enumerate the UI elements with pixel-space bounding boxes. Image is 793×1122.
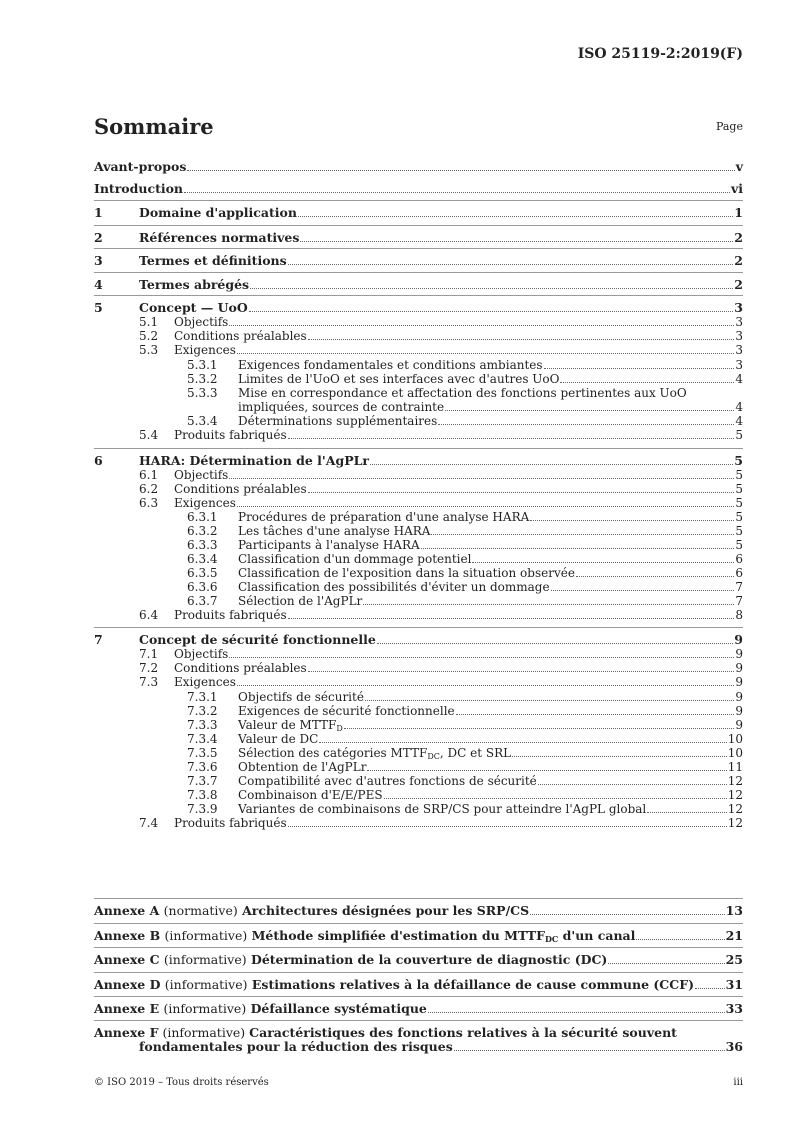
toc-entry[interactable] bbox=[94, 400, 743, 414]
toc-entry-title-text: Sélection des catégories MTTF bbox=[238, 746, 428, 760]
dot-leader bbox=[237, 353, 735, 354]
toc-entry-subscript: D bbox=[336, 724, 343, 733]
toc-entry-title: Exigences bbox=[174, 496, 236, 510]
toc-entry-title: Objectifs bbox=[174, 647, 229, 661]
toc-entry-title: Produits fabriqués bbox=[174, 816, 287, 830]
toc-entry-number: 7.3.6 bbox=[187, 760, 218, 774]
dot-leader bbox=[229, 325, 734, 326]
toc-entry-title-line1: Mise en correspondance et affectation des fonctions pertinentes aux UoO bbox=[238, 386, 687, 400]
annex-title-line2: fondamentales pour la réduction des risques bbox=[139, 1039, 453, 1054]
toc-entry-title: Domaine d'application bbox=[139, 205, 297, 220]
dot-leader bbox=[377, 643, 733, 644]
dot-leader bbox=[695, 988, 725, 989]
toc-entry-number: 7.3.2 bbox=[187, 704, 218, 718]
toc-entry-title: Valeur de DC bbox=[238, 732, 319, 746]
toc-entry-number: 3 bbox=[94, 253, 103, 268]
toc-entry[interactable] bbox=[94, 524, 743, 538]
dot-leader bbox=[300, 241, 733, 242]
annex-type: (informative) bbox=[164, 977, 248, 992]
toc-entry-title: Termes et définitions bbox=[139, 253, 287, 268]
toc-entry-title: Participants à l'analyse HARA bbox=[238, 538, 420, 552]
toc-entry-title: Obtention de l'AgPLr bbox=[238, 760, 367, 774]
annex-entry[interactable] bbox=[94, 978, 743, 992]
dot-leader bbox=[431, 534, 734, 535]
dot-leader bbox=[472, 562, 734, 563]
toc-entry-number: 6.3 bbox=[139, 496, 159, 510]
toc-entry[interactable] bbox=[94, 510, 743, 524]
dot-leader bbox=[308, 339, 735, 340]
dot-leader bbox=[454, 1050, 725, 1051]
toc-entry[interactable] bbox=[94, 580, 743, 594]
toc-entry-number: 7.4 bbox=[139, 816, 159, 830]
annex-title: Caractéristiques des fonctions relatives à la sécurité souvent bbox=[249, 1025, 677, 1040]
toc-entry-number: 7.3.1 bbox=[187, 690, 218, 704]
toc-entry-title: Procédures de préparation d'une analyse HARA bbox=[238, 510, 530, 524]
toc-entry-number: 6.2 bbox=[139, 482, 159, 496]
annex-title: Estimations relatives à la défaillance de cause commune (CCF) bbox=[251, 977, 694, 992]
dot-leader bbox=[647, 812, 726, 813]
section-separator bbox=[94, 200, 743, 201]
toc-entry-page: 2 bbox=[734, 253, 743, 268]
toc-entry-number: 6.3.3 bbox=[187, 538, 218, 552]
toc-entry-page: 3 bbox=[735, 343, 743, 357]
toc-entry-number: 5 bbox=[94, 300, 103, 315]
annex-label: Annexe E bbox=[94, 1001, 160, 1016]
dot-leader bbox=[187, 170, 734, 171]
toc-entry-page: 9 bbox=[734, 632, 743, 647]
dot-leader bbox=[249, 311, 734, 312]
toc-entry-page: 9 bbox=[735, 690, 743, 704]
section-separator bbox=[94, 627, 743, 628]
toc-entry-page: 4 bbox=[735, 400, 743, 414]
toc-entry-title: Concept de sécurité fonctionnelle bbox=[139, 632, 376, 647]
toc-entry[interactable] bbox=[94, 647, 743, 661]
toc-entry-title: Conditions préalables bbox=[174, 329, 307, 343]
toc-entry[interactable] bbox=[94, 278, 743, 292]
toc-entry-page: 12 bbox=[727, 802, 743, 816]
dot-leader bbox=[184, 192, 730, 193]
toc-entry-page: 6 bbox=[735, 566, 743, 580]
toc-entry-title: Objectifs de sécurité bbox=[238, 690, 364, 704]
toc-entry-number: 7.3 bbox=[139, 675, 159, 689]
dot-leader bbox=[370, 464, 733, 465]
toc-entry-page: 5 bbox=[735, 510, 743, 524]
section-separator bbox=[94, 947, 743, 948]
toc-entry-title: Déterminations supplémentaires bbox=[238, 414, 438, 428]
dot-leader bbox=[421, 548, 735, 549]
section-separator bbox=[94, 225, 743, 226]
toc-entry[interactable] bbox=[94, 315, 743, 329]
page-column-label: Page bbox=[715, 120, 743, 133]
toc-entry-title: Objectifs bbox=[174, 315, 229, 329]
toc-entry[interactable] bbox=[94, 732, 743, 746]
dot-leader bbox=[288, 264, 734, 265]
dot-leader bbox=[308, 671, 735, 672]
toc-entry-page: 3 bbox=[735, 329, 743, 343]
section-separator bbox=[94, 448, 743, 449]
toc-entry-title bbox=[238, 718, 343, 732]
page-number: iii bbox=[733, 1077, 743, 1088]
dot-leader bbox=[229, 657, 734, 658]
section-separator bbox=[94, 972, 743, 973]
toc-entry-page: 1 bbox=[734, 205, 743, 220]
dot-leader bbox=[250, 288, 733, 289]
toc-entry[interactable] bbox=[94, 254, 743, 268]
toc-entry[interactable] bbox=[94, 774, 743, 788]
annex-entry[interactable] bbox=[94, 1002, 743, 1016]
annex-subscript: DC bbox=[544, 934, 559, 944]
toc-entry[interactable] bbox=[94, 718, 743, 732]
toc-entry-number: 7.1 bbox=[139, 647, 159, 661]
toc-entry[interactable] bbox=[94, 182, 743, 196]
dot-leader bbox=[576, 576, 734, 577]
toc-entry-title: Exigences de sécurité fonctionnelle bbox=[238, 704, 455, 718]
toc-entry-title: Avant-propos bbox=[94, 159, 187, 174]
annex-title: Détermination de la couverture de diagnostic (DC) bbox=[250, 952, 608, 967]
toc-entry-title: Produits fabriqués bbox=[174, 428, 287, 442]
toc-entry[interactable] bbox=[94, 482, 743, 496]
dot-leader bbox=[551, 590, 735, 591]
toc-entry[interactable] bbox=[94, 802, 743, 816]
toc-entry-title: Compatibilité avec d'autres fonctions de sécurité bbox=[238, 774, 537, 788]
toc-entry[interactable] bbox=[94, 788, 743, 802]
toc-entry[interactable] bbox=[94, 372, 743, 386]
toc-entry-subscript: DC bbox=[427, 752, 440, 761]
toc-entry[interactable] bbox=[94, 358, 743, 372]
toc-entry-page: 5 bbox=[735, 428, 743, 442]
toc-entry[interactable] bbox=[94, 594, 743, 608]
toc-entry-page: 5 bbox=[735, 468, 743, 482]
toc-entry-page: v bbox=[735, 159, 743, 174]
annex-text bbox=[94, 1002, 427, 1016]
annex-page: 13 bbox=[725, 903, 743, 918]
annex-title: Défaillance systématique bbox=[250, 1001, 427, 1016]
dot-leader bbox=[538, 784, 727, 785]
toc-entry-page: 5 bbox=[734, 453, 743, 468]
toc-entry-number: 6.3.1 bbox=[187, 510, 218, 524]
dot-leader bbox=[456, 714, 735, 715]
toc-entry-page: 3 bbox=[735, 315, 743, 329]
section-separator bbox=[94, 295, 743, 296]
toc-entry-title: Classification de l'exposition dans la situation observée bbox=[238, 566, 575, 580]
toc-entry[interactable] bbox=[94, 454, 743, 468]
toc-entry-page: 9 bbox=[735, 718, 743, 732]
section-separator bbox=[94, 272, 743, 273]
toc-entry-page: 5 bbox=[735, 496, 743, 510]
toc-entry-number: 7.3.9 bbox=[187, 802, 218, 816]
annex-label: Annexe C bbox=[94, 952, 160, 967]
dot-leader bbox=[298, 216, 733, 217]
toc-entry-number: 5.1 bbox=[139, 315, 159, 329]
toc-entry-page: 12 bbox=[727, 816, 743, 830]
page-title: Sommaire bbox=[94, 114, 214, 139]
toc-entry-number: 4 bbox=[94, 277, 103, 292]
toc-entry-page: 8 bbox=[735, 608, 743, 622]
dot-leader bbox=[530, 914, 724, 915]
toc-entry-title: Limites de l'UoO et ses interfaces avec d'autres UoO bbox=[238, 372, 560, 386]
toc-entry-number: 7.3.4 bbox=[187, 732, 218, 746]
dot-leader bbox=[544, 368, 735, 369]
annex-page: 31 bbox=[725, 977, 743, 992]
dot-leader bbox=[288, 826, 727, 827]
dot-leader bbox=[445, 410, 734, 411]
annex-page: 21 bbox=[725, 928, 743, 943]
toc-entry-page: 4 bbox=[735, 372, 743, 386]
toc-entry-page: 3 bbox=[735, 358, 743, 372]
toc-entry-title: Classification des possibilités d'éviter un dommage bbox=[238, 580, 550, 594]
toc-entry[interactable] bbox=[94, 633, 743, 647]
toc-entry-page: 9 bbox=[735, 647, 743, 661]
toc-entry-number: 2 bbox=[94, 230, 103, 245]
toc-entry-title: Concept — UoO bbox=[139, 300, 248, 315]
toc-entry-page: 4 bbox=[735, 414, 743, 428]
toc-entry-title: HARA: Détermination de l'AgPLr bbox=[139, 453, 369, 468]
toc-entry-title: Conditions préalables bbox=[174, 661, 307, 675]
toc-entry-number: 6.3.7 bbox=[187, 594, 218, 608]
toc-entry-title-text: Valeur de MTTF bbox=[238, 718, 337, 732]
annex-text bbox=[94, 929, 635, 943]
toc-entry[interactable] bbox=[94, 608, 743, 622]
toc-entry[interactable] bbox=[94, 496, 743, 510]
toc-entry[interactable] bbox=[94, 675, 743, 689]
toc-entry-number: 6.3.6 bbox=[187, 580, 218, 594]
dot-leader bbox=[229, 478, 734, 479]
toc-entry[interactable] bbox=[94, 538, 743, 552]
toc-entry[interactable] bbox=[94, 231, 743, 245]
annex-type: (informative) bbox=[163, 1001, 247, 1016]
toc-entry-page: 6 bbox=[735, 552, 743, 566]
dot-leader bbox=[512, 756, 727, 757]
toc-entry-title: Les tâches d'une analyse HARA bbox=[238, 524, 431, 538]
toc-entry-page: 9 bbox=[735, 704, 743, 718]
toc-entry-number: 6.3.4 bbox=[187, 552, 218, 566]
toc-entry[interactable] bbox=[94, 566, 743, 580]
dot-leader bbox=[608, 963, 724, 964]
toc-entry[interactable] bbox=[94, 428, 743, 442]
dot-leader bbox=[288, 438, 735, 439]
toc-entry-page: 9 bbox=[735, 675, 743, 689]
toc-entry-number: 5.3.3 bbox=[187, 386, 218, 400]
section-separator bbox=[94, 996, 743, 997]
toc-entry-page: 2 bbox=[734, 277, 743, 292]
annex-label: Annexe D bbox=[94, 977, 161, 992]
toc-entry[interactable] bbox=[94, 552, 743, 566]
annex-label: Annexe F bbox=[94, 1025, 159, 1040]
toc-entry-title: Conditions préalables bbox=[174, 482, 307, 496]
toc-entry-page: 10 bbox=[727, 732, 743, 746]
toc-entry-title: Exigences bbox=[174, 675, 236, 689]
toc-entry-page: 7 bbox=[735, 594, 743, 608]
toc-entry-page: 10 bbox=[727, 746, 743, 760]
toc-entry-number: 6 bbox=[94, 453, 103, 468]
toc-entry-title: Sélection de l'AgPLr bbox=[238, 594, 363, 608]
toc-entry-page: 11 bbox=[727, 760, 743, 774]
toc-entry-title: Combinaison d'E/E/PES bbox=[238, 788, 383, 802]
annex-text bbox=[94, 978, 694, 992]
toc-entry-number: 6.3.5 bbox=[187, 566, 218, 580]
annex-text bbox=[94, 904, 529, 918]
dot-leader bbox=[428, 1012, 725, 1013]
toc-entry[interactable] bbox=[94, 661, 743, 675]
dot-leader bbox=[319, 742, 726, 743]
toc-entry-number: 5.3.1 bbox=[187, 358, 218, 372]
section-separator bbox=[94, 248, 743, 249]
toc-entry[interactable] bbox=[94, 760, 743, 774]
toc-entry-title: Exigences bbox=[174, 343, 236, 357]
toc-entry-title: Classification d'un dommage potentiel bbox=[238, 552, 472, 566]
toc-entry-number: 7.3.8 bbox=[187, 788, 218, 802]
toc-entry[interactable] bbox=[94, 206, 743, 220]
toc-entry-page: vi bbox=[730, 181, 743, 196]
toc-entry-number: 5.2 bbox=[139, 329, 159, 343]
toc-entry-page: 12 bbox=[727, 788, 743, 802]
toc-entry-page: 5 bbox=[735, 482, 743, 496]
toc-entry-page: 5 bbox=[735, 538, 743, 552]
annex-type: (informative) bbox=[164, 928, 248, 943]
annex-label: Annexe B bbox=[94, 928, 161, 943]
toc-entry-number: 7 bbox=[94, 632, 103, 647]
toc-entry-page: 9 bbox=[735, 661, 743, 675]
toc-entry[interactable] bbox=[94, 414, 743, 428]
toc-entry-page: 5 bbox=[735, 524, 743, 538]
section-separator bbox=[94, 898, 743, 899]
toc-entry-number: 7.2 bbox=[139, 661, 159, 675]
annex-type: (informative) bbox=[162, 1025, 246, 1040]
toc-entry-number: 1 bbox=[94, 205, 103, 220]
copyright-footer: © ISO 2019 – Tous droits réservés bbox=[94, 1077, 269, 1088]
toc-entry-number: 5.3.2 bbox=[187, 372, 218, 386]
annex-label: Annexe A bbox=[94, 903, 160, 918]
dot-leader bbox=[367, 770, 726, 771]
toc-entry-number: 7.3.3 bbox=[187, 718, 218, 732]
toc-entry[interactable] bbox=[94, 329, 743, 343]
dot-leader bbox=[365, 700, 734, 701]
toc-entry[interactable] bbox=[94, 160, 743, 174]
toc-entry-number: 7.3.7 bbox=[187, 774, 218, 788]
annex-page: 25 bbox=[725, 952, 743, 967]
toc-entry-number: 6.4 bbox=[139, 608, 159, 622]
toc-entry-number: 6.1 bbox=[139, 468, 159, 482]
toc-entry-title: Introduction bbox=[94, 181, 184, 196]
toc-entry[interactable] bbox=[94, 816, 743, 830]
toc-entry-title: Exigences fondamentales et conditions ambiantes bbox=[238, 358, 543, 372]
toc-entry-page: 2 bbox=[734, 230, 743, 245]
annex-entry[interactable] bbox=[94, 904, 743, 918]
toc-entry-number: 7.3.5 bbox=[187, 746, 218, 760]
annex-title-suffix: d'un canal bbox=[558, 928, 636, 943]
section-separator bbox=[94, 923, 743, 924]
dot-leader bbox=[530, 520, 734, 521]
dot-leader bbox=[237, 685, 735, 686]
section-separator bbox=[94, 1020, 743, 1021]
toc-entry-page: 3 bbox=[734, 300, 743, 315]
annex-title: Architectures désignées pour les SRP/CS bbox=[242, 903, 530, 918]
toc-entry[interactable] bbox=[94, 343, 743, 357]
dot-leader bbox=[308, 492, 735, 493]
toc-entry[interactable] bbox=[94, 746, 743, 760]
annex-page: 33 bbox=[725, 1001, 743, 1016]
toc-entry-title: Produits fabriqués bbox=[174, 608, 287, 622]
toc-entry-title: Références normatives bbox=[139, 230, 300, 245]
dot-leader bbox=[438, 424, 734, 425]
toc-entry-number: 6.3.2 bbox=[187, 524, 218, 538]
toc-entry-title-suffix: , DC et SRL bbox=[439, 746, 512, 760]
annex-title: Méthode simplifiée d'estimation du MTTF bbox=[251, 928, 545, 943]
toc-entry-title: impliquées, sources de contrainte bbox=[238, 400, 445, 414]
dot-leader bbox=[363, 604, 734, 605]
toc-entry-page: 12 bbox=[727, 774, 743, 788]
dot-leader bbox=[636, 939, 724, 940]
annex-entry[interactable] bbox=[94, 1040, 743, 1054]
annex-entry[interactable] bbox=[94, 929, 743, 943]
annex-entry-line1 bbox=[94, 1026, 677, 1040]
toc-entry-title: Termes abrégés bbox=[139, 277, 250, 292]
toc-entry-page: 7 bbox=[735, 580, 743, 594]
toc-entry[interactable] bbox=[94, 690, 743, 704]
dot-leader bbox=[344, 728, 735, 729]
toc-entry[interactable] bbox=[94, 704, 743, 718]
dot-leader bbox=[288, 618, 735, 619]
annex-page: 36 bbox=[725, 1039, 743, 1054]
dot-leader bbox=[384, 798, 727, 799]
document-id: ISO 25119-2:2019(F) bbox=[577, 46, 743, 62]
toc-entry-number: 5.4 bbox=[139, 428, 159, 442]
dot-leader bbox=[237, 506, 735, 507]
annex-type: (normative) bbox=[163, 903, 238, 918]
toc-entry-title: Objectifs bbox=[174, 468, 229, 482]
annex-text bbox=[94, 953, 607, 967]
toc-entry[interactable] bbox=[94, 301, 743, 315]
toc-entry-number: 5.3 bbox=[139, 343, 159, 357]
toc-entry-title: Variantes de combinaisons de SRP/CS pour atteindre l'AgPL global bbox=[238, 802, 647, 816]
toc-entry[interactable] bbox=[94, 468, 743, 482]
toc-entry-title bbox=[238, 746, 511, 760]
annex-type: (informative) bbox=[163, 952, 247, 967]
dot-leader bbox=[560, 382, 734, 383]
annex-entry[interactable] bbox=[94, 953, 743, 967]
toc-entry-number: 5.3.4 bbox=[187, 414, 218, 428]
